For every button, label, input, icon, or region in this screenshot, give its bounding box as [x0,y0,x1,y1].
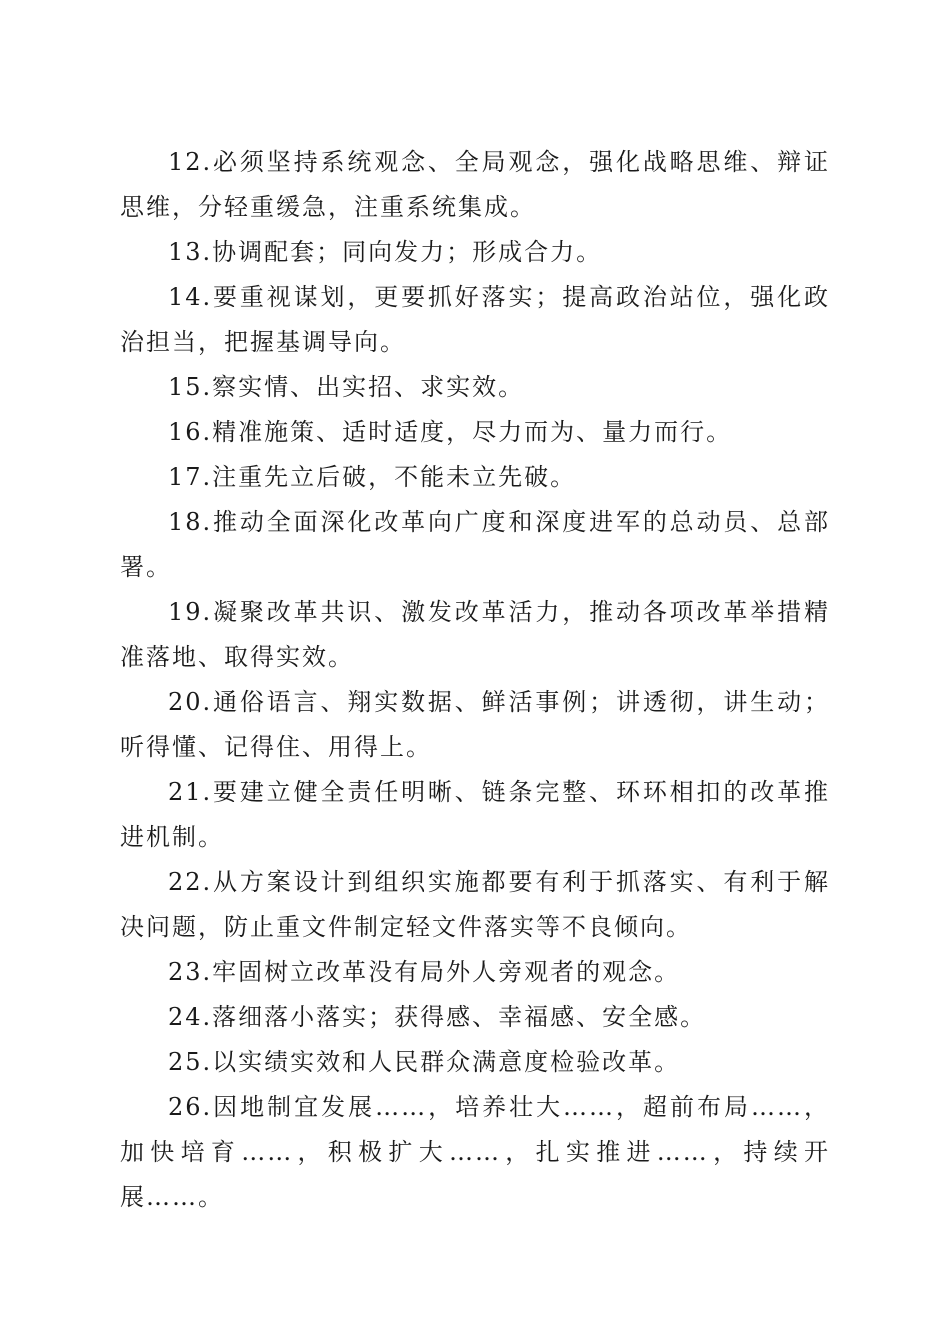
paragraph-16: 16.精准施策、适时适度，尽力而为、量力而行。 [168,418,733,446]
paragraph-24: 24.落细落小落实；获得感、幸福感、安全感。 [168,1003,707,1031]
paragraph-15: 15.察实情、出实招、求实效。 [168,373,525,401]
paragraph-17: 17.注重先立后破，不能未立先破。 [168,463,577,491]
document-body [120,140,830,1220]
paragraph-22: 22.从方案设计到组织实施都要有利于抓落实、有利于解决问题，防止重文件制定轻文件落实等不良倾向。 [120,868,830,941]
paragraph-18: 18.推动全面深化改革向广度和深度进军的总动员、总部署。 [120,508,830,581]
paragraph-25: 25.以实绩实效和人民群众满意度检验改革。 [168,1048,681,1076]
paragraph-20: 20.通俗语言、翔实数据、鲜活事例；讲透彻，讲生动；听得懂、记得住、用得上。 [120,688,830,761]
paragraph-13: 13.协调配套；同向发力；形成合力。 [168,238,603,266]
paragraph-12: 12.必须坚持系统观念、全局观念，强化战略思维、辩证思维，分轻重缓急，注重系统集成。 [120,148,830,221]
paragraph-26: 26.因地制宜发展……，培养壮大……，超前布局……，加快培育……，积极扩大……，扎实推进……，持续开展……。 [120,1093,830,1211]
paragraph-23: 23.牢固树立改革没有局外人旁观者的观念。 [168,958,681,986]
paragraph-14: 14.要重视谋划，更要抓好落实；提高政治站位，强化政治担当，把握基调导向。 [120,283,830,356]
paragraph-21: 21.要建立健全责任明晰、链条完整、环环相扣的改革推进机制。 [120,778,830,851]
paragraph-19: 19.凝聚改革共识、激发改革活力，推动各项改革举措精准落地、取得实效。 [120,598,830,671]
